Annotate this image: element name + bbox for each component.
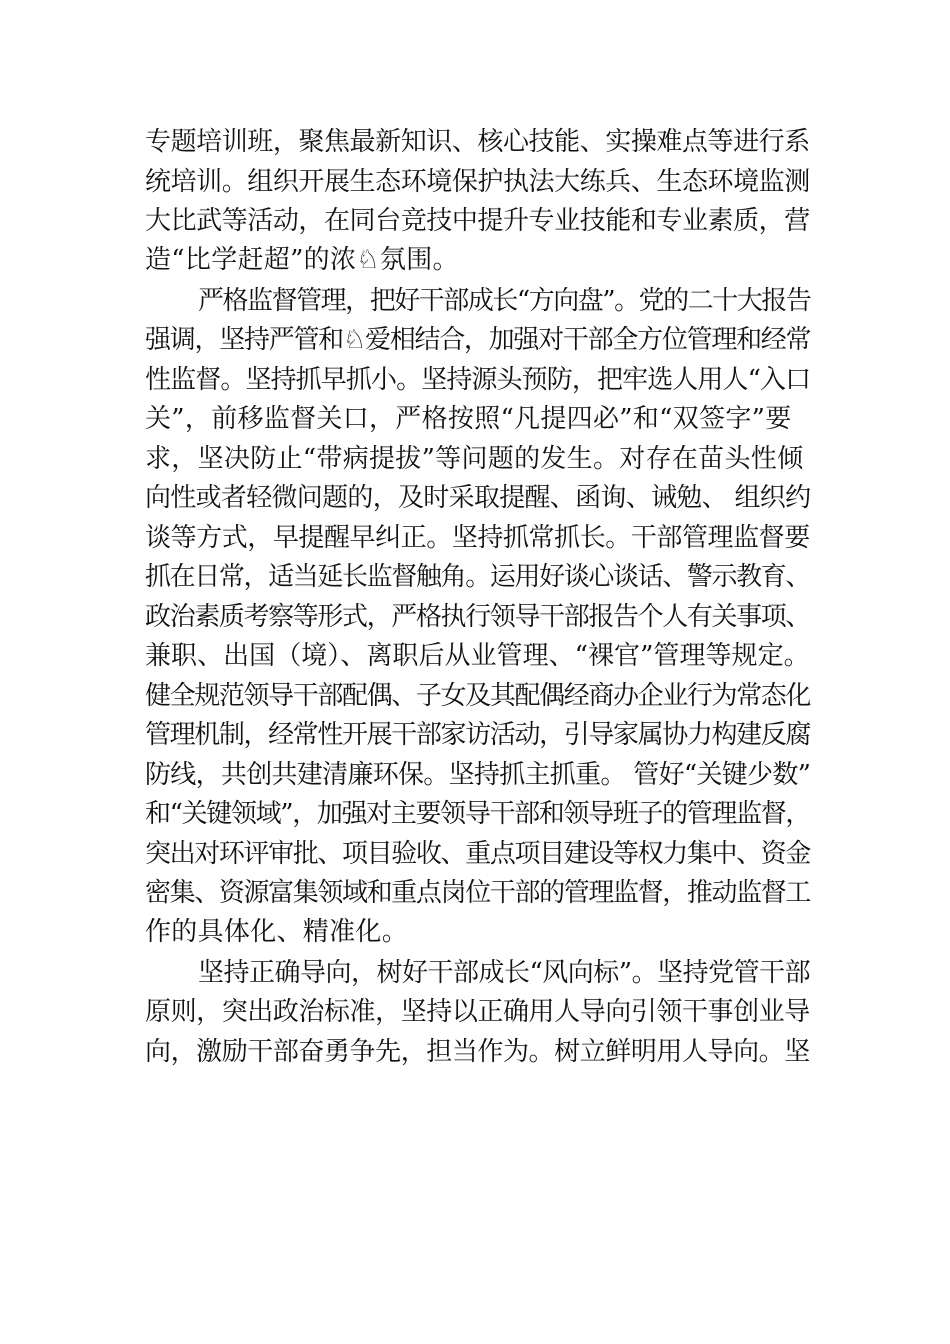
text-line: 求，坚决防止“带病提拔”等问题的发生。对存在苗头性倾	[145, 444, 804, 474]
text-line: 向性或者轻微问题的，及时采取提醒、函询、诫勉、 组织约	[145, 483, 811, 513]
text-line: 兼职、出国（境）、离职后从业管理、“裸官”管理等规定。	[145, 641, 810, 671]
text-line: 密集、资源富集领域和重点岗位干部的管理监督，推动监督工	[145, 878, 811, 908]
text-line: 向，激励干部奋勇争先，担当作为。树立鲜明用人导向。坚	[145, 1037, 810, 1067]
text-line: 严格监督管理，把好干部成长“方向盘”。党的二十大报告	[198, 286, 811, 316]
text-line: 强调，坚持严管和♘爱相结合，加强对干部全方位管理和经常	[145, 325, 811, 355]
text-line: 关”，前移监督关口，严格按照“凡提四必”和“双签字”要	[145, 404, 792, 434]
text-line: 和“关键领域”，加强对主要领导干部和领导班子的管理监督，	[145, 799, 811, 829]
text-line: 政治素质考察等形式，严格执行领导干部报告个人有关事项、	[145, 602, 811, 632]
text-line: 统培训。组织开展生态环境保护执法大练兵、生态环境监测	[145, 167, 810, 197]
text-line: 造“比学赶超”的浓♘氛围。	[145, 245, 459, 275]
text-line: 坚持正确导向，树好干部成长“风向标”。坚持党管干部	[198, 958, 811, 988]
text-line: 作的具体化、精准化。	[145, 917, 409, 947]
text-line: 专题培训班，聚焦最新知识、核心技能、实操难点等进行系	[145, 127, 810, 157]
text-line: 原则，突出政治标准，坚持以正确用人导向引领干事创业导	[145, 997, 810, 1027]
text-line: 谈等方式，早提醒早纠正。坚持抓常抓长。干部管理监督要	[145, 523, 810, 553]
text-line: 突出对环评审批、项目验收、重点项目建设等权力集中、资金	[145, 839, 811, 869]
text-line: 管理机制，经常性开展干部家访活动，引导家属协力构建反腐	[145, 720, 811, 750]
text-line: 大比武等活动，在同台竞技中提升专业技能和专业素质，营	[145, 206, 810, 236]
text-line: 防线，共创共建清廉环保。坚持抓主抓重。 管好“关键少数”	[145, 760, 811, 790]
text-line: 健全规范领导干部配偶、子女及其配偶经商办企业行为常态化	[145, 681, 811, 711]
text-line: 抓在日常，适当延长监督触角。运用好谈心谈话、警示教育、	[145, 562, 811, 592]
text-line: 性监督。坚持抓早抓小。坚持源头预防，把牢选人用人“入口	[145, 365, 811, 395]
